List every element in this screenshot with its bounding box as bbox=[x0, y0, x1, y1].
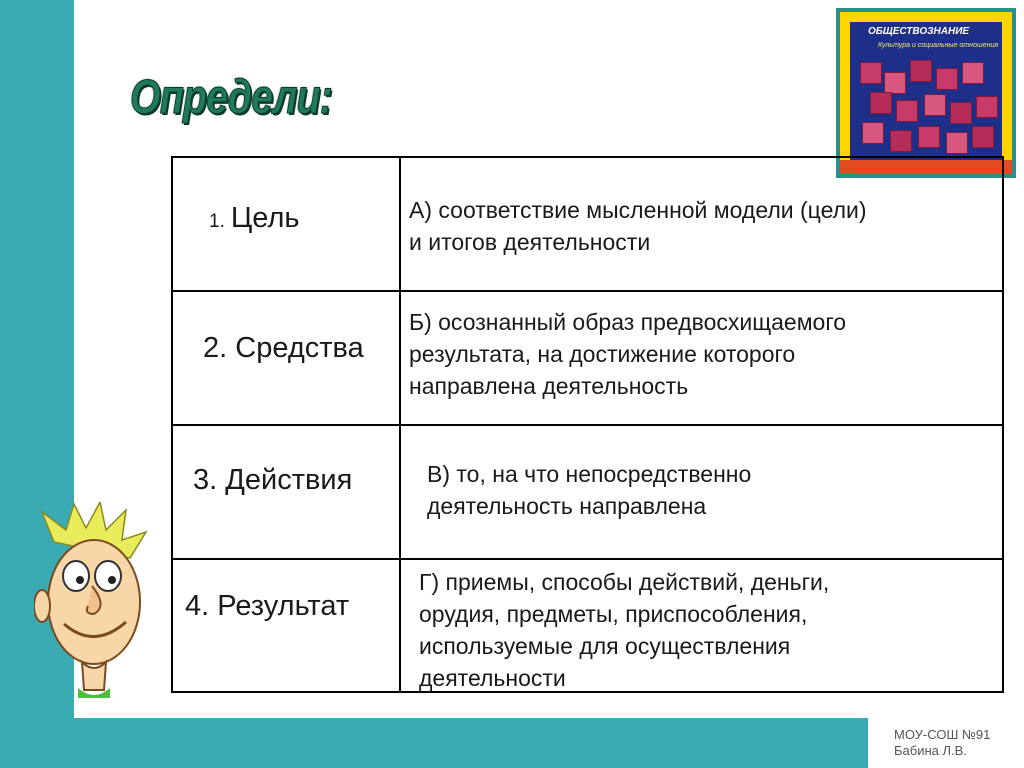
definition-cell bbox=[400, 425, 1003, 559]
term-cell bbox=[172, 157, 400, 291]
right-eye bbox=[95, 561, 121, 591]
term-cell bbox=[172, 291, 400, 425]
term-number: 3. bbox=[193, 464, 218, 496]
book-title: ОБЩЕСТВОЗНАНИЕ bbox=[868, 26, 970, 37]
cube-graphic bbox=[962, 62, 984, 84]
table-row bbox=[172, 291, 1003, 425]
cube-graphic bbox=[890, 130, 912, 152]
footer-school: МОУ-СОШ №91 bbox=[894, 727, 991, 742]
definition-cell bbox=[400, 157, 1003, 291]
term-number: 1. bbox=[209, 211, 225, 232]
cube-graphic bbox=[884, 72, 906, 94]
cube-graphic bbox=[862, 122, 884, 144]
table-row bbox=[172, 425, 1003, 559]
cube-graphic bbox=[910, 60, 932, 82]
table-row bbox=[172, 157, 1003, 291]
table-row bbox=[172, 559, 1003, 692]
cartoon-face-image bbox=[34, 502, 154, 702]
term-number: 2. bbox=[203, 332, 228, 364]
cube-graphic bbox=[870, 92, 892, 114]
definition-line: В) то, на что непосредственно bbox=[427, 461, 752, 487]
cube-graphic bbox=[918, 126, 940, 148]
definition-line: и итогов деятельности bbox=[409, 229, 651, 255]
cube-graphic bbox=[950, 102, 972, 124]
term-label: Результат bbox=[217, 590, 350, 622]
cube-graphic bbox=[946, 132, 968, 154]
term-label: Средства bbox=[235, 332, 364, 364]
cube-graphic bbox=[860, 62, 882, 84]
definitions-table bbox=[171, 156, 1004, 693]
ear-shape bbox=[34, 590, 50, 622]
term-cell bbox=[172, 425, 400, 559]
definition-line: результата, на достижение которого bbox=[409, 341, 796, 367]
footer-credits bbox=[868, 718, 1024, 768]
definition-line: Г) приемы, способы действий, деньги, bbox=[419, 569, 830, 595]
definition-line: деятельность направлена bbox=[427, 493, 707, 519]
cube-graphic bbox=[896, 100, 918, 122]
definition-line: направлена деятельность bbox=[409, 373, 689, 399]
cube-graphic bbox=[976, 96, 998, 118]
term-cell bbox=[172, 559, 400, 692]
slide-title: Определи: bbox=[130, 71, 333, 124]
definition-line: используемые для осуществления bbox=[419, 633, 791, 659]
definition-line: деятельности bbox=[419, 665, 566, 691]
definition-line: А) соответствие мысленной модели (цели) bbox=[409, 197, 867, 223]
definition-cell bbox=[400, 291, 1003, 425]
left-eye bbox=[63, 561, 89, 591]
left-pupil bbox=[76, 576, 84, 584]
footer-author: Бабина Л.В. bbox=[894, 743, 967, 758]
definition-line: Б) осознанный образ предвосхищаемого bbox=[409, 309, 846, 335]
cube-graphic bbox=[924, 94, 946, 116]
term-number: 4. bbox=[185, 590, 210, 622]
definition-line: орудия, предметы, приспособления, bbox=[419, 601, 808, 627]
term-label: Цель bbox=[230, 202, 300, 234]
right-pupil bbox=[108, 576, 116, 584]
book-subtitle: Культура и социальные отношения bbox=[878, 42, 999, 49]
neck-shape bbox=[82, 662, 106, 690]
cube-graphic bbox=[972, 126, 994, 148]
cube-graphic bbox=[936, 68, 958, 90]
textbook-cover-image bbox=[836, 8, 1016, 178]
definition-cell bbox=[400, 559, 1003, 692]
term-label: Действия bbox=[225, 464, 353, 496]
